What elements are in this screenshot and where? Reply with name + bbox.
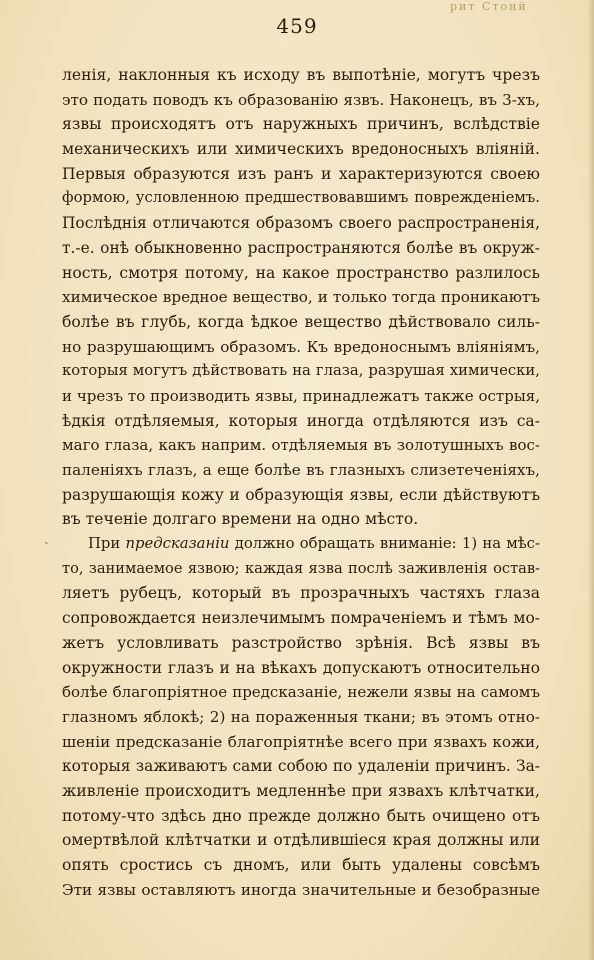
paragraph-start-line bbox=[62, 532, 540, 557]
text-line: шеніи предсказаніе благопріятнѣе всего при язвахъ кожи, bbox=[62, 732, 540, 751]
text-line: омертвѣлой клѣтчатки и отдѣлившіеся края должны или bbox=[62, 831, 540, 850]
text-line: разрушающія кожу и образующія язвы, если дѣйствуютъ bbox=[62, 485, 540, 504]
text-line: Первыя образуются изъ ранъ и характеризуются своею bbox=[62, 164, 540, 183]
body-text bbox=[62, 63, 540, 902]
paragraph-start-rest: должно обращать вниманіе: 1) на мѣс- bbox=[234, 535, 540, 553]
text-line: язвы происходятъ отъ наружныхъ причинъ, вслѣдствіе bbox=[62, 115, 540, 134]
paragraph-end-line: въ теченіе долгаго времени на одно мѣсто. bbox=[62, 510, 419, 529]
text-line: Послѣднія отличаются образомъ своего распространенія, bbox=[62, 214, 540, 233]
text-line: это подать поводъ къ образованію язвъ. Наконецъ, въ 3-хъ, bbox=[62, 90, 540, 109]
text-line: т.-е. онѣ обыкновенно распространяются болѣе въ окруж- bbox=[62, 238, 540, 257]
text-line: жетъ условливать разстройство зрѣнія. Всѣ язвы въ bbox=[62, 633, 540, 652]
text-line: которыя могутъ дѣйствовать на глаза, разрушая химически, bbox=[62, 362, 540, 380]
text-line: ность, смотря потому, на какое пространство разлилось bbox=[62, 263, 540, 282]
text-line: механическихъ или химическихъ вредоносныхъ вліяній. bbox=[62, 140, 540, 159]
paragraph-lead-word: При bbox=[88, 535, 126, 553]
text-line: опять сростись съ дномъ, или быть удалены совсѣмъ bbox=[62, 856, 540, 874]
bleed-through-text: рит Стонй bbox=[450, 0, 528, 13]
text-line: которыя заживаютъ сами собою по удаленіи причинъ. За- bbox=[62, 757, 540, 776]
text-line: Эти язвы оставляютъ иногда значительные и безобразные bbox=[62, 880, 540, 899]
text-line: химическое вредное вещество, и только тогда проникаютъ bbox=[62, 288, 540, 307]
text-line: ѣдкія отдѣляемыя, которыя иногда отдѣляются изъ са- bbox=[62, 411, 540, 430]
text-line: живленіе происходитъ медленнѣе при язвахъ клѣтчатки, bbox=[62, 781, 540, 800]
text-line: маго глаза, какъ наприм. отдѣляемыя въ золотушныхъ вос- bbox=[62, 436, 540, 455]
text-line: паленіяхъ глазъ, а еще болѣе въ глазныхъ слизетеченіяхъ, bbox=[62, 461, 540, 479]
text-line: ленія, наклонныя къ исходу въ выпотѣніе, могутъ чрезъ bbox=[62, 66, 540, 84]
text-line: формою, условленною предшествовавшимъ поврежденіемъ. bbox=[62, 189, 540, 207]
text-line: ляетъ рубецъ, который въ прозрачныхъ частяхъ глаза bbox=[62, 584, 540, 603]
text-line: сопровождается неизлечимымъ помраченіемъ и тѣмъ мо- bbox=[62, 609, 540, 628]
margin-mark: ˎ bbox=[44, 529, 49, 545]
page-edge-shadow bbox=[588, 0, 594, 960]
text-line: и чрезъ то производить язвы, принадлежатъ также острыя, bbox=[62, 386, 540, 405]
italic-term: предсказаніи bbox=[125, 535, 230, 553]
text-line: то, занимаемое язвою; каждая язва послѣ заживленія остав- bbox=[62, 559, 540, 577]
text-line: окружности глазъ и на вѣкахъ допускаютъ относительно bbox=[62, 658, 540, 677]
text-line: но разрушающимъ образомъ. Къ вредоноснымъ вліяніямъ, bbox=[62, 337, 540, 356]
text-line: потому-что здѣсь дно прежде должно быть очищено отъ bbox=[62, 806, 540, 825]
text-line: болѣе въ глубь, когда ѣдкое вещество дѣйствовало силь- bbox=[62, 312, 540, 331]
page-number: 459 bbox=[276, 14, 318, 38]
text-line: глазномъ яблокѣ; 2) на пораженныя ткани; въ этомъ отно- bbox=[62, 707, 540, 726]
text-line: болѣе благопріятное предсказаніе, нежели язвы на самомъ bbox=[62, 683, 540, 702]
